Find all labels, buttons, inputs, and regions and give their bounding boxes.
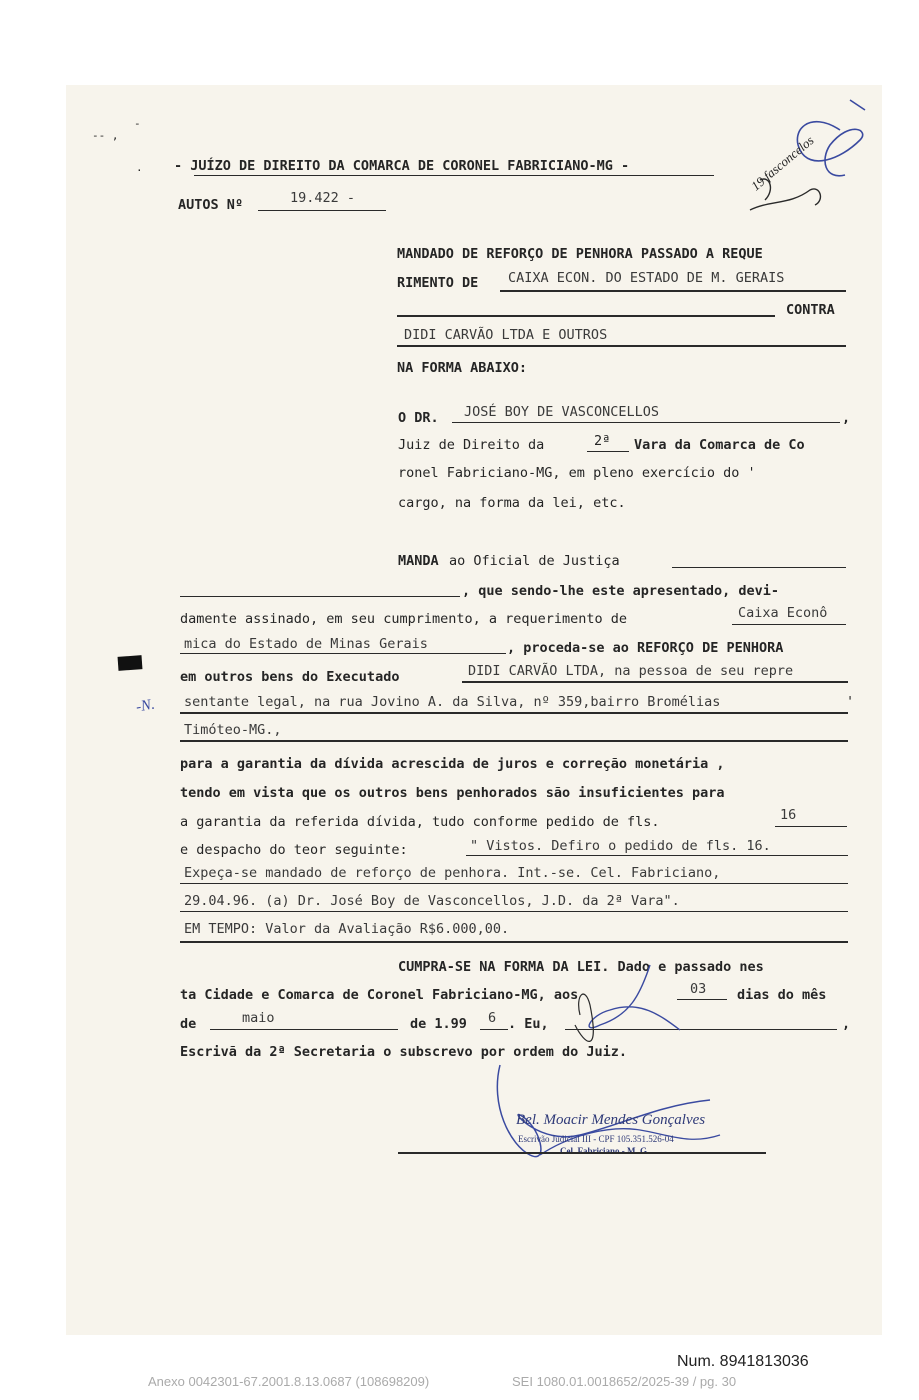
requerente-body-underline-1	[732, 624, 846, 625]
juiz-line-3: ronel Fabriciano-MG, em pleno exercício do '	[398, 465, 756, 481]
month-field: maio	[242, 1010, 275, 1026]
juiz-comma: ,	[842, 410, 851, 426]
fls-underline	[775, 826, 847, 827]
sei-reference: SEI 1080.01.0018652/2025-39 / pg. 30	[512, 1374, 737, 1389]
manda-label: MANDA	[398, 553, 439, 569]
juiz-prefix: O DR.	[398, 410, 439, 426]
body-line-2: , que sendo-lhe este apresentado, devi-	[462, 583, 779, 599]
stray-mark: -- ,	[92, 129, 119, 142]
margin-note: 19 fasconcelos	[748, 132, 817, 194]
oficial-underline	[672, 567, 846, 568]
day-field: 03	[690, 981, 707, 997]
cidade-field: Timóteo-MG.,	[184, 722, 282, 738]
juiz-name: JOSÉ BOY DE VASCONCELLOS	[464, 404, 660, 420]
juiz-line-4: cargo, na forma da lei, etc.	[398, 495, 626, 511]
autos-label: AUTOS Nº	[178, 197, 244, 213]
despacho-line-1: " Vistos. Defiro o pedido de fls. 16.	[470, 838, 771, 854]
p2-line-4a: e despacho do teor seguinte:	[180, 842, 408, 858]
requerente-body-underline-2	[180, 653, 506, 654]
na-forma-label: NA FORMA ABAIXO:	[397, 360, 528, 376]
title-line-1: MANDADO DE REFORÇO DE PENHORA PASSADO A REQUE	[397, 246, 763, 262]
autos-number: 19.422 -	[290, 190, 356, 206]
despacho-line-2: Expeça-se mandado de reforço de penhora. Int.-se. Cel. Fabriciano,	[184, 865, 721, 881]
stray-mark: .	[136, 161, 143, 174]
vara-underline	[587, 451, 629, 452]
cumpra-line-2a: ta Cidade e Comarca de Coronel Fabriciano-MG, aos	[180, 987, 579, 1003]
juiz-line-2b: Vara da Comarca de Co	[634, 437, 805, 453]
juiz-vara: 2ª	[594, 433, 611, 449]
manda-rest: ao Oficial de Justiça	[449, 553, 620, 569]
month-underline	[210, 1029, 398, 1030]
p2-line-3: a garantia da referida dívida, tudo conforme pedido de fls.	[180, 814, 660, 830]
cumpra-line-4: Escrivã da 2ª Secretaria o subscrevo por ordem do Juiz.	[180, 1044, 628, 1060]
signature-top-right	[730, 90, 880, 240]
requerente-underline	[500, 290, 846, 292]
stamp-role: Escrivão Judicial III - CPF 105.351.526-04	[518, 1134, 674, 1144]
p2-line-1: para a garantia da dívida acrescida de juros e correção monetária ,	[180, 756, 725, 772]
stray-mark: -	[134, 117, 141, 130]
juiz-line-2a: Juiz de Direito da	[398, 437, 545, 453]
p2-line-2: tendo em vista que os outros bens penhorados são insuficientes para	[180, 785, 725, 801]
despacho-underline-2	[180, 883, 848, 884]
endereco-field: sentante legal, na rua Jovino A. da Silva, nº 359,bairro Bromélias	[184, 694, 721, 710]
stamp-city: Cel. Fabriciano - M. G.	[560, 1146, 650, 1156]
requerido-field: DIDI CARVÃO LTDA E OUTROS	[404, 327, 608, 343]
juiz-signature-line	[398, 1152, 766, 1154]
header-underline	[194, 175, 714, 176]
requerente-body-2: mica do Estado de Minas Gerais	[184, 636, 428, 652]
document-number: Num. 8941813036	[677, 1353, 809, 1370]
cumpra-line-1: CUMPRA-SE NA FORMA DA LEI. Dado e passado nes	[398, 959, 764, 975]
cumpra-line-3b: de 1.99	[410, 1016, 467, 1032]
redaction-mark	[118, 655, 143, 671]
endereco-tick: '	[846, 694, 855, 710]
title-line-2-prefix: RIMENTO DE	[397, 275, 479, 291]
cumpra-line-3c: . Eu,	[508, 1016, 549, 1032]
cidade-underline	[180, 740, 848, 742]
juiz-underline	[452, 422, 840, 423]
year-digit: 6	[488, 1010, 497, 1026]
executado-field: DIDI CARVÃO LTDA, na pessoa de seu repre	[468, 663, 794, 679]
requerido-underline	[397, 345, 846, 347]
blank-line	[397, 315, 775, 317]
em-tempo-line: EM TEMPO: Valor da Avaliação R$6.000,00.	[184, 921, 510, 937]
margin-mark: -N.	[134, 696, 156, 716]
cumpra-line-2b: dias do mês	[737, 987, 827, 1003]
endereco-underline	[180, 712, 848, 714]
despacho-line-3: 29.04.96. (a) Dr. José Boy de Vasconcellos, J.D. da 2ª Vara".	[184, 893, 680, 909]
despacho-underline-1	[466, 855, 848, 856]
body-line-4b: , proceda-se ao REFORÇO DE PENHORA	[507, 640, 784, 656]
court-header: - JUÍZO DE DIREITO DA COMARCA DE CORONEL FABRICIANO-MG -	[174, 158, 630, 174]
despacho-underline-3	[180, 911, 848, 912]
body-line-5a: em outros bens do Executado	[180, 669, 400, 685]
stamp-name: Bel. Moacir Mendes Gonçalves	[516, 1112, 706, 1128]
cumpra-line-3a: de	[180, 1016, 197, 1032]
executado-underline	[462, 681, 848, 683]
fls-number: 16	[780, 807, 797, 823]
contra-label: CONTRA	[786, 302, 835, 318]
annex-reference: Anexo 0042301-67.2001.8.13.0687 (108698209)	[148, 1374, 430, 1389]
cumpra-line-3d: ,	[842, 1016, 851, 1032]
oficial-underline-2	[180, 596, 460, 597]
requerente-field: CAIXA ECON. DO ESTADO DE M. GERAIS	[508, 270, 785, 286]
body-line-3a: damente assinado, em seu cumprimento, a requerimento de	[180, 611, 628, 627]
autos-underline	[258, 210, 386, 211]
requerente-body-1: Caixa Econô	[738, 605, 828, 621]
em-tempo-underline	[180, 941, 848, 943]
